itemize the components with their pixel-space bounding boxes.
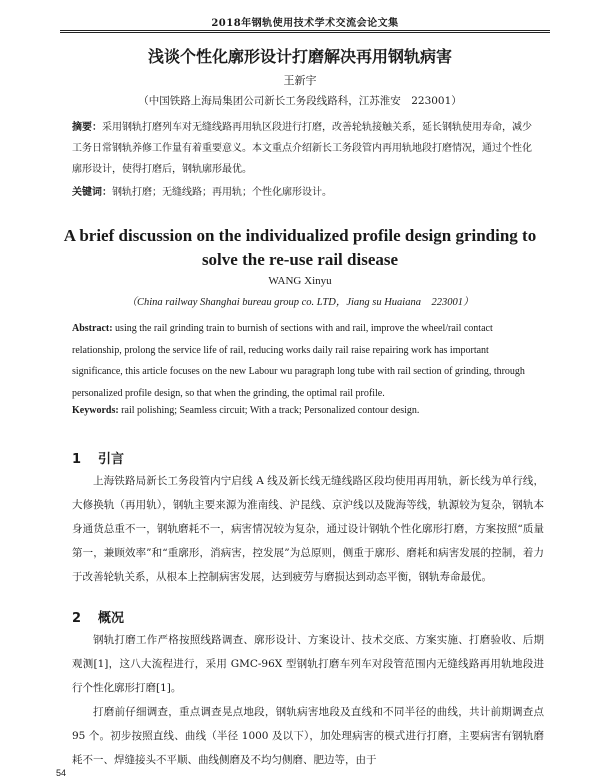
section-heading-overview xyxy=(72,607,124,626)
section-heading-introduction xyxy=(72,448,124,467)
chinese-title: 浅谈个性化廓形设计打磨解决再用钢轨病害 xyxy=(147,47,452,66)
paragraph: 上海铁路局新长工务段管内宁启线 A 线及新长线无缝线路区段均使用再用轨，新长线为单行线，大修换轨（再用轨），钢轨主要来源为淮南线、沪昆线、京沪线以及陇海等线，轨源较为复杂，钢轨本身通货总重不一，钢轨磨耗不一，病害情况较为复杂，通过设计钢轨个性化廓形打磨，方案按照“质量第一，兼顾效率”和“重廓形，消病害，控发展”为总原则，侧重于廓形、磨耗和病害发展的控制，着力于改善轮轨关系，从根本上控制病害发展，达到疲劳与磨损达到动态平衡，钢轨寿命最优。 xyxy=(72,475,544,583)
chinese-abstract xyxy=(72,117,540,180)
header-rule xyxy=(60,30,550,31)
chinese-abstract-text: 采用钢轨打磨列车对无缝线路再用轨区段进行打磨，改善轮轨接触关系，延长钢轨使用寿命，减少工务日常钢轨养修工作量有着重要意义。本文重点介绍新长工务段管内再用轨地段打磨情况，通过个性化廓形设计，使得打磨后，钢轨廓形最优。 xyxy=(72,122,532,175)
english-author: WANG Xinyu xyxy=(268,275,332,287)
english-abstract-text: using the rail grinding train to burnish of sections with and rail, improve the wheel/rail contact relationship, prolong the service life of rail, reducing works daily rail raise repairing work has important significance, this article focuses on the new Labour wu paragraph long tube with rail section of grinding, through personalized profile design, so that when the grinding, the optimal rail profile. xyxy=(72,323,525,399)
chinese-keywords-label: 关键词： xyxy=(72,187,112,198)
paragraph: 钢轨打磨工作严格按照线路调查、廓形设计、方案设计、技术交底、方案实施、打磨验收、后期观测[1]，这八大流程进行，采用 GMC-96X 型钢轨打磨车列车对段管范围内无缝线路再用轨地段进行个性化廓形打磨[1]。 xyxy=(72,634,544,694)
english-abstract xyxy=(72,318,542,404)
section-title: 引言 xyxy=(98,452,125,467)
english-title: A brief discussion on the individualized profile design grinding to solve the re-use rail disease xyxy=(63,226,537,269)
section-title: 概况 xyxy=(98,611,125,626)
section-number: 1 xyxy=(72,452,82,467)
section-body-introduction xyxy=(72,469,544,589)
english-abstract-label: Abstract: xyxy=(72,323,113,334)
english-keywords xyxy=(72,405,542,416)
chinese-keywords xyxy=(72,183,540,198)
english-keywords-label: Keywords: xyxy=(72,405,119,416)
chinese-keywords-text: 钢轨打磨；无缝线路；再用轨；个性化廓形设计。 xyxy=(112,187,332,198)
header-rule-double xyxy=(60,32,550,33)
chinese-author: 王新宇 xyxy=(283,74,317,87)
paragraph: 打磨前仔细调查，重点调查晃点地段，钢轨病害地段及直线和不同半径的曲线，共计前期调查点 95 个。初步按照直线、曲线（半径 1000 及以下），加处理病害的模式进行打磨，主要病害有钢轨磨耗不一、焊缝接头不平顺、曲线侧磨及不均匀侧磨、肥边等，由于 xyxy=(72,706,544,766)
section-body-overview xyxy=(72,628,544,772)
english-affiliation: （China railway Shanghai bureau group co. LTD，Jiang su Huaiana 223001） xyxy=(126,297,474,308)
section-number: 2 xyxy=(72,611,82,626)
chinese-affiliation: （中国铁路上海局集团公司新长工务段线路科，江苏淮安 223001） xyxy=(138,95,462,107)
running-header: 2018年钢轨使用技术学术交流会论文集 xyxy=(211,18,399,29)
page-number: 54 xyxy=(56,768,67,778)
english-keywords-text: rail polishing; Seamless circuit; With a track; Personalized contour design. xyxy=(121,405,420,416)
chinese-abstract-label: 摘要： xyxy=(72,122,102,133)
